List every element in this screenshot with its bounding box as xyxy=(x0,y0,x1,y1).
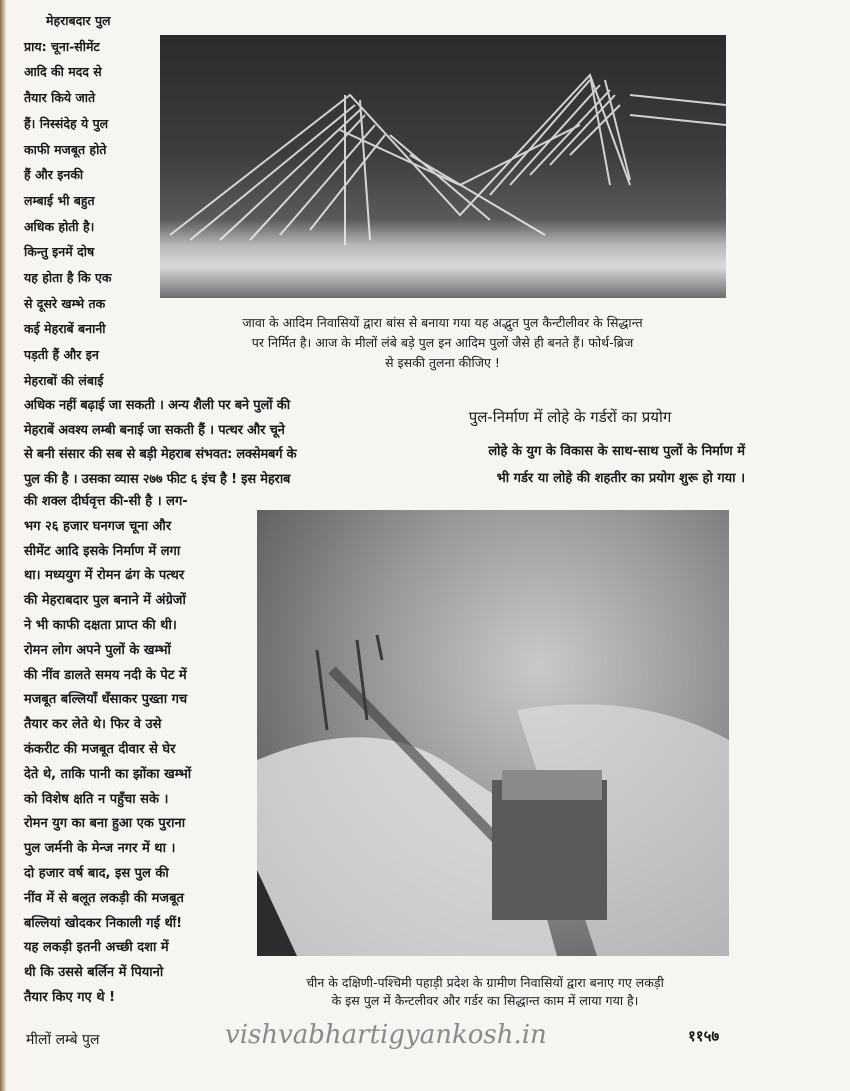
left-column-text-bottom xyxy=(24,490,246,1011)
text-line: भग २६ हजार घनगज चूना और xyxy=(24,518,172,534)
caption-line: जावा के आदिम निवासियों द्वारा बांस से बनाया गया यह अद्भुत पुल कैन्टीलीवर के सिद्धान्त xyxy=(242,315,643,330)
text-line: लम्बाई भी बहुत xyxy=(24,192,95,208)
text-line: आदि की मदद से xyxy=(24,64,102,80)
subheading-arched-bridges: मेहराबदार पुल xyxy=(46,13,111,28)
text-line: कई मेहराबें बनानी xyxy=(24,321,106,337)
page-edge xyxy=(0,0,6,1091)
text-line: पुल की है । उसका व्यास २७७ फीट ६ इंच है ! इस मेहराब xyxy=(24,471,291,487)
text-line: मेहराबों की लंबाई xyxy=(24,372,104,388)
text-line: प्राय: चूना-सीमेंट xyxy=(24,38,100,54)
text-line: थी कि उससे बर्लिन में पियानो xyxy=(24,965,164,981)
text-line: से बनी संसार की सब से बड़ी मेहराब संभवत: लक्सेमबर्ग के xyxy=(24,447,297,462)
text-line: तैयार किये जाते xyxy=(24,90,96,106)
text-line: कंकरीट की मजबूत दीवार से घेर xyxy=(24,741,176,757)
caption-line: पर निर्मित है। आज के मीलों लंबे बड़े पुल इन आदिम पुलों जैसे ही बनते हैं। फोर्थ-ब्रिज xyxy=(251,335,634,350)
text-line: अधिक नहीं बढ़ाई जा सकती । अन्य शैली पर बने पुलों की xyxy=(24,398,290,413)
caption-line: के इस पुल में कैन्टलीवर और गर्डर का सिद्धान्त काम में लाया गया है। xyxy=(331,993,639,1008)
bamboo-bridge-illustration xyxy=(160,35,726,298)
text-line: पुल जर्मनी के मेन्ज नगर में था । xyxy=(24,841,176,857)
caption-line: चीन के दक्षिणी-पश्चिमी पहाड़ी प्रदेश के ग्रामीण निवासियों द्वारा बनाए गए लकड़ी xyxy=(306,975,664,990)
photo2-caption xyxy=(235,974,735,1010)
text-line: हैं और इनकी xyxy=(24,167,84,183)
bamboo-bridge-photo xyxy=(160,35,726,298)
text-line: की शक्ल दीर्घवृत्त की-सी है । लग- xyxy=(24,494,188,509)
text-line: अधिक होती है। xyxy=(24,218,95,234)
wooden-bridge-photo xyxy=(257,510,729,956)
text-line: यह लकड़ी इतनी अच्छी दशा में xyxy=(24,940,169,956)
text-line: काफी मजबूत होते xyxy=(24,141,107,157)
text-line: बल्लियां खोदकर निकाली गई थीं! xyxy=(24,915,183,931)
text-line: रोमन युग का बना हुआ एक पुराना xyxy=(24,816,186,832)
text-line: तैयार कर लेते थे। फिर वे उसे xyxy=(24,717,162,733)
text-line: नींव में से बलूत लकड़ी की मजबूत xyxy=(24,890,184,906)
text-line: से दूसरे खम्भे तक xyxy=(24,295,106,311)
caption-line: से इसकी तुलना कीजिए ! xyxy=(385,355,500,370)
text-line: सीमेंट आदि इसके निर्माण में लगा xyxy=(24,543,181,559)
text-line: दो हजार वर्ष बाद, इस पुल की xyxy=(24,865,169,881)
text-line: किन्तु इनमें दोष xyxy=(24,244,95,260)
text-line: हैं। निस्संदेह ये पुल xyxy=(24,115,109,131)
text-line: भी गर्डर या लोहे की शहतीर का प्रयोग शुरू हो गया । xyxy=(496,471,745,486)
text-line: को विशेष क्षति न पहुँचा सके । xyxy=(24,791,169,807)
section-heading-iron-girders: पुल-निर्माण में लोहे के गर्डरों का प्रयोग xyxy=(468,408,672,426)
text-line: लोहे के युग के विकास के साथ-साथ पुलों के निर्माण में xyxy=(488,444,745,459)
text-line: तैयार किए गए थे ! xyxy=(24,989,116,1005)
text-line: ने भी काफी दक्षता प्राप्त की थी। xyxy=(24,617,177,633)
running-title: मीलों लम्बे पुल xyxy=(26,1032,100,1048)
wooden-bridge-illustration xyxy=(257,510,729,956)
text-line: रोमन लोग अपने पुलों के खम्भों xyxy=(24,642,171,658)
text-line: था। मध्ययुग में रोमन ढंग के पत्थर xyxy=(24,568,185,584)
text-line: यह होता है कि एक xyxy=(24,270,112,286)
text-line: देते थे, ताकि पानी का झोंका खम्भों xyxy=(24,766,192,782)
section-paragraph xyxy=(400,438,745,492)
page-number: ११५७ xyxy=(688,1027,720,1045)
text-line: की नींव डालते समय नदी के पेट में xyxy=(24,667,187,683)
text-line: मजबूत बल्लियाँ धँसाकर पुख्ता गच xyxy=(24,692,188,708)
photo1-caption xyxy=(150,313,735,373)
text-line: मेहराबें अवश्य लम्बी बनाई जा सकती हैं । पत्थर और चूने xyxy=(24,422,285,438)
wide-paragraph xyxy=(24,394,384,492)
left-column-text-top xyxy=(24,8,152,394)
watermark: vishvabhartigyankosh.in xyxy=(225,1020,547,1050)
text-line: पड़ती हैं और इन xyxy=(24,347,99,363)
text-line: की मेहराबदार पुल बनाने में अंग्रेजों xyxy=(24,593,186,609)
